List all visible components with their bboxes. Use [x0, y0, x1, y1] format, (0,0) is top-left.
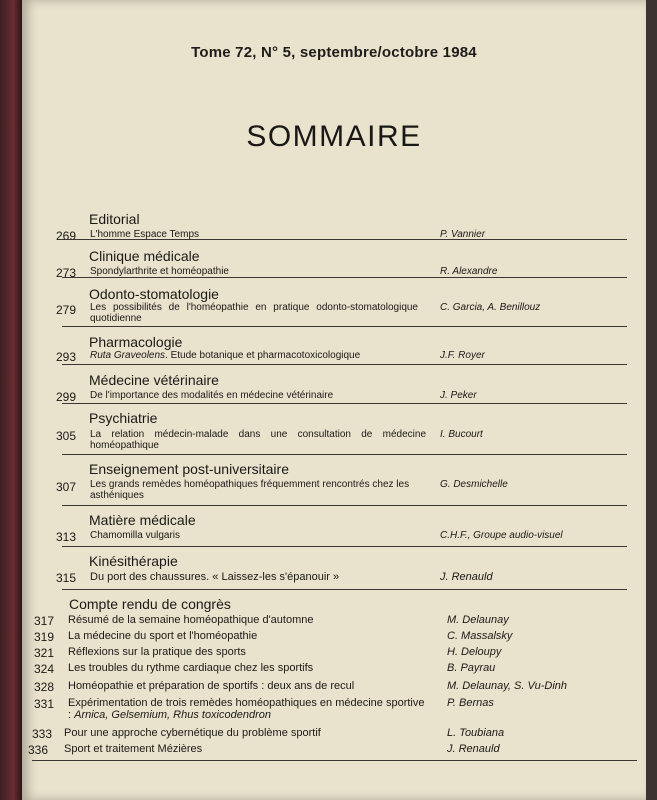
entry-title: L'homme Espace Temps — [90, 229, 199, 240]
divider — [62, 505, 627, 506]
issue-header: Tome 72, N° 5, septembre/octobre 1984 — [191, 44, 477, 61]
entry-title-italic: Arnica, Gelsemium, Rhus toxicodendron — [74, 709, 271, 721]
divider — [62, 239, 627, 240]
entry-author: M. Delaunay, S. Vu-Dinh — [447, 680, 568, 692]
entry-title: Les grands remèdes homéopathiques fréquemment rencontrés chez les asthéniques — [90, 479, 410, 501]
background-edge — [646, 0, 657, 800]
entry-author: C.H.F., Groupe audio-visuel — [440, 530, 563, 541]
section-title: Enseignement post-universitaire — [89, 461, 289, 477]
divider — [62, 364, 627, 365]
entry-title-rest: . Etude botanique et pharmacotoxicologique — [165, 350, 361, 361]
divider — [62, 326, 627, 327]
page-number: 307 — [56, 480, 77, 494]
section-title: Odonto-stomatologie — [89, 286, 219, 302]
divider — [62, 454, 627, 455]
entry-author: I. Bucourt — [440, 429, 483, 440]
page-number: 315 — [56, 571, 77, 585]
page-number: 299 — [56, 390, 77, 404]
page-number: 331 — [34, 697, 55, 711]
section-title: Compte rendu de congrès — [69, 596, 231, 612]
page-number: 317 — [34, 614, 55, 628]
entry-title: Résumé de la semaine homéopathique d'automne — [68, 614, 314, 626]
entry-author: C. Garcia, A. Benillouz — [440, 302, 541, 313]
divider — [62, 589, 627, 590]
page-number: 333 — [32, 727, 53, 741]
page-number: 319 — [34, 630, 55, 644]
book-spine-edge — [0, 0, 22, 800]
section-title: Clinique médicale — [89, 248, 200, 264]
page-number: 336 — [28, 743, 49, 757]
entry-title — [68, 697, 430, 721]
entry-author: C. Massalsky — [447, 630, 513, 642]
page-number: 305 — [56, 429, 77, 443]
page-number: 321 — [34, 646, 55, 660]
entry-author: J. Peker — [440, 390, 477, 401]
entry-author: B. Payrau — [447, 662, 496, 674]
divider — [32, 760, 637, 761]
divider — [62, 403, 627, 404]
entry-title: Les possibilités de l'homéopathie en pratique odonto-stomatologique quotidienne — [90, 302, 418, 324]
entry-title: Chamomilla vulgaris — [90, 530, 181, 541]
entry-author: J. Renauld — [440, 571, 493, 583]
entry-title — [90, 350, 426, 361]
section-title: Matière médicale — [89, 512, 196, 528]
entry-author: P. Vannier — [440, 229, 486, 240]
journal-page — [22, 0, 646, 800]
entry-author: J. Renauld — [447, 743, 500, 755]
page-number: 324 — [34, 662, 55, 676]
entry-title: La médecine du sport et l'homéopathie — [68, 630, 258, 642]
section-title: Pharmacologie — [89, 334, 183, 350]
entry-author: H. Deloupy — [447, 646, 502, 658]
entry-title: Les troubles du rythme cardiaque chez les sportifs — [68, 662, 314, 674]
entry-author: J.F. Royer — [440, 350, 485, 361]
entry-title: Spondylarthrite et homéopathie — [90, 266, 229, 277]
entry-author: P. Bernas — [447, 697, 494, 709]
page-title: SOMMAIRE — [246, 120, 422, 153]
entry-title-rest: Expérimentation de trois remèdes homéopathiques en médecine sportive : — [68, 697, 425, 721]
entry-title: Homéopathie et préparation de sportifs : deux ans de recul — [68, 680, 355, 692]
entry-title: Réflexions sur la pratique des sports — [68, 646, 246, 658]
divider — [62, 277, 627, 278]
page-number: 269 — [56, 229, 77, 243]
entry-author: G. Desmichelle — [440, 479, 508, 490]
page-number: 328 — [34, 680, 55, 694]
entry-title-italic: Ruta Graveolens — [90, 350, 166, 361]
entry-title: Du port des chaussures. « Laissez-les s'épanouir » — [90, 571, 340, 583]
page-number: 313 — [56, 530, 77, 544]
section-title: Psychiatrie — [89, 410, 158, 426]
entry-title: Pour une approche cybernétique du problème sportif — [64, 727, 321, 739]
section-title: Médecine vétérinaire — [89, 372, 219, 388]
page-number: 293 — [56, 350, 77, 364]
section-title: Editorial — [89, 211, 140, 227]
page-number: 273 — [56, 266, 77, 280]
entry-title: Sport et traitement Mézières — [64, 743, 203, 755]
section-title: Kinésithérapie — [89, 553, 178, 569]
entry-author: L. Toubiana — [447, 727, 505, 739]
entry-title: De l'importance des modalités en médecine vétérinaire — [90, 390, 334, 401]
divider — [62, 546, 627, 547]
entry-author: R. Alexandre — [440, 266, 498, 277]
page-number: 279 — [56, 303, 77, 317]
entry-author: M. Delaunay — [447, 614, 509, 626]
entry-title: La relation médecin-malade dans une consultation de médecine homéopathique — [90, 429, 426, 451]
